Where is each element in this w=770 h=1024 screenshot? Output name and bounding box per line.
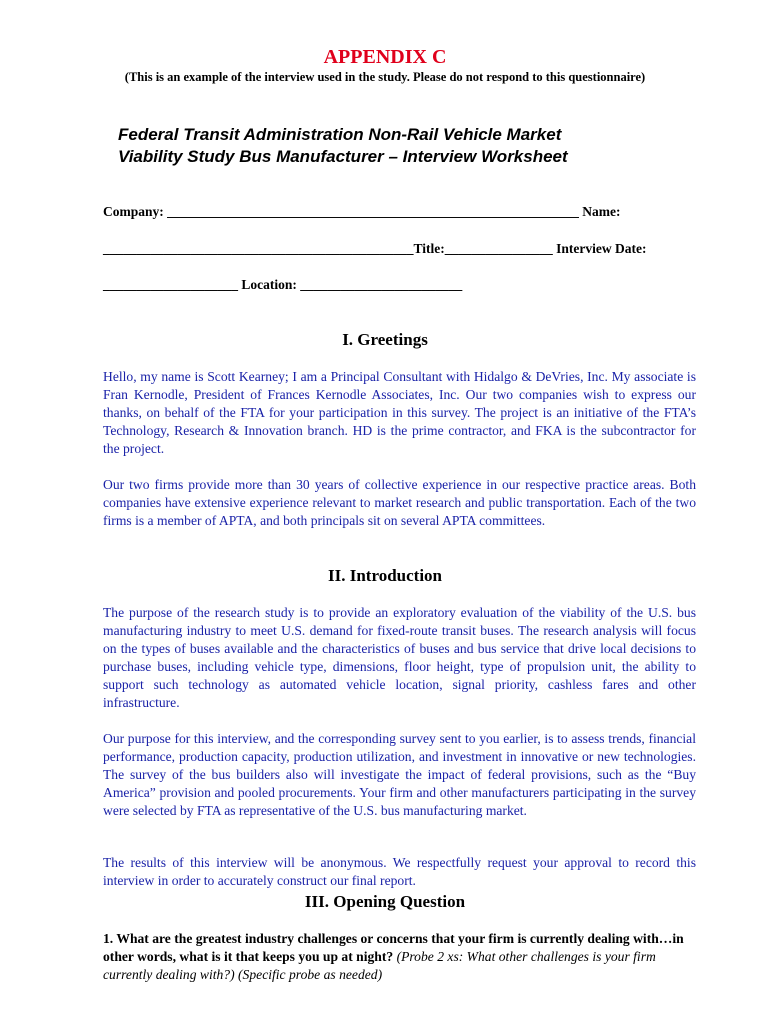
introduction-paragraph-2: Our purpose for this interview, and the corresponding survey sent to you earlier, is to assess trends, financial performance, production capacity, production utilization, and investment in innovative or new technologies. The survey of the bus builders also will investigate the impact of federal provisions, such as the “Buy America” provision and pooled procurements. Your firm and other manufacturers participating in the survey were selected by FTA as representative of the U.S. bus manufacturing market. [103,731,696,818]
section-heading-opening-question: III. Opening Question [304,892,466,911]
section-heading-introduction: II. Introduction [328,566,442,585]
appendix-note: (This is an example of the interview used in the study. Please do not respond to this questionnaire) [124,70,646,84]
worksheet-title [118,124,678,168]
opening-question-1 [103,930,696,984]
greetings-paragraph-2: Our two firms provide more than 30 years of collective experience in our respective practice areas. Both companies have extensive experience relevant to market research and public transportation. Each of the two firms is a member of APTA, and both principals sit on several APTA committees. [103,477,696,528]
section-heading-greetings: I. Greetings [342,330,428,349]
question-1-probe: (Probe 2 xs: What other challenges is your firm currently dealing with?) (Specific probe as needed) [103,949,656,982]
company-name-field-row: Company: _____________________________________________________________ Name: [103,204,621,219]
worksheet-title-line-2: Viability Study Bus Manufacturer – Interview Worksheet [118,147,568,166]
location-field-row: ____________________ Location: ________________________ [103,277,463,292]
introduction-paragraph-3: The results of this interview will be anonymous. We respectfully request your approval to record this interview in order to accurately construct our final report. [103,855,696,888]
greetings-paragraph-1: Hello, my name is Scott Kearney; I am a Principal Consultant with Hidalgo & DeVries, Inc. My associate is Fran Kernodle, President of Frances Kernodle Associates, Inc. Our two companies wish to express our thanks, on behalf of the FTA for your participation in this survey. The project is an initiative of the FTA’s Technology, Research & Innovation branch. HD is the prime contractor, and FKA is the subcontractor for the project. [103,369,696,456]
title-date-field-row: ______________________________________________Title:________________ Interview Date: [103,241,647,256]
appendix-heading: APPENDIX C [323,46,447,68]
worksheet-title-line-1: Federal Transit Administration Non-Rail Vehicle Market [118,125,562,144]
introduction-paragraph-1: The purpose of the research study is to provide an exploratory evaluation of the viability of the U.S. bus manufacturing industry to meet U.S. demand for fixed-route transit buses. The research analysis will focus on the types of buses available and the characteristics of buses and bus service that drive local decisions to purchase buses, including vehicle type, dimensions, floor height, type of propulsion unit, the ability to support such technology as automated vehicle location, signal priority, cashless fares and other infrastructure. [103,605,696,710]
question-1-text: 1. What are the greatest industry challenges or concerns that your firm is currently dealing with…in other words, what is it that keeps you up at night? [103,931,684,964]
